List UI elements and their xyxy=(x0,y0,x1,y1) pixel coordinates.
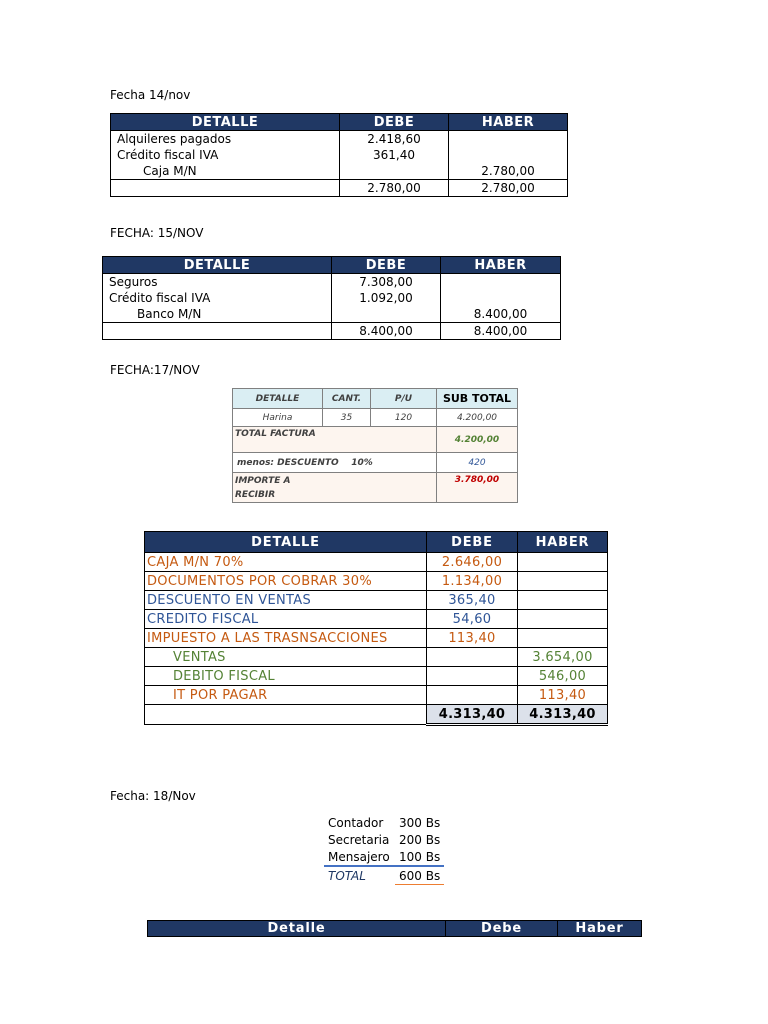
entry1-date: Fecha 14/nov xyxy=(110,88,191,102)
invoice-total-row: TOTAL FACTURA 4.200,00 xyxy=(233,427,518,453)
entry3-date: FECHA:17/NOV xyxy=(110,363,200,377)
journal-table-1 xyxy=(110,113,568,197)
table-row: Seguros 7.308,00 xyxy=(103,274,561,291)
invoice-header-subtotal: SUB TOTAL xyxy=(437,389,518,409)
table-row: Crédito fiscal IVA 1.092,00 xyxy=(103,290,561,306)
table-row xyxy=(145,553,608,572)
cell-detalle: CAJA M/N 70% xyxy=(145,553,427,572)
header-detalle: DETALLE xyxy=(145,532,427,553)
cell-detalle: IMPUESTO A LAS TRASNSACCIONES xyxy=(145,629,427,648)
entry2-date: FECHA: 15/NOV xyxy=(110,226,204,240)
cell-haber: 113,40 xyxy=(518,686,608,705)
cell-detalle: DESCUENTO EN VENTAS xyxy=(145,591,427,610)
list-item: Mensajero 100 Bs xyxy=(328,849,441,864)
table-row: Banco M/N 8.400,00 xyxy=(103,306,561,323)
cell-debe xyxy=(427,686,518,705)
table-row xyxy=(145,686,608,705)
table-row xyxy=(145,667,608,686)
total-row: 4.313,40 4.313,40 xyxy=(145,705,608,725)
header-haber: HABER xyxy=(449,114,568,131)
cell-debe: 365,40 xyxy=(427,591,518,610)
cell-debe xyxy=(427,648,518,667)
header-debe: DEBE xyxy=(332,257,441,274)
table-row xyxy=(145,648,608,667)
table-row xyxy=(145,610,608,629)
header-debe: DEBE xyxy=(340,114,449,131)
cell-haber xyxy=(518,629,608,648)
header-detalle: DETALLE xyxy=(111,114,340,131)
total-row: 2.780,00 2.780,00 xyxy=(111,180,568,197)
cell-debe: 1.134,00 xyxy=(427,572,518,591)
journal-table-2 xyxy=(102,256,561,340)
header-detalle: Detalle xyxy=(148,921,446,937)
salary-total-row: TOTAL 600 Bs xyxy=(324,866,444,885)
header-detalle: DETALLE xyxy=(103,257,332,274)
table-row xyxy=(145,591,608,610)
cell-haber: 3.654,00 xyxy=(518,648,608,667)
cell-haber xyxy=(518,572,608,591)
journal-table-3 xyxy=(144,531,608,726)
total-row: 8.400,00 8.400,00 xyxy=(103,323,561,340)
salary-list xyxy=(324,814,444,885)
list-item: Contador 300 Bs xyxy=(328,815,441,830)
cell-haber: 546,00 xyxy=(518,667,608,686)
cell-debe: 113,40 xyxy=(427,629,518,648)
invoice-item-row: Harina 35 120 4.200,00 xyxy=(233,409,518,427)
cell-detalle: CREDITO FISCAL xyxy=(145,610,427,629)
table-row xyxy=(145,572,608,591)
cell-debe: 54,60 xyxy=(427,610,518,629)
cell-detalle: IT POR PAGAR xyxy=(145,686,427,705)
entry4-date: Fecha: 18/Nov xyxy=(110,789,196,803)
cell-debe xyxy=(427,667,518,686)
cell-debe: 2.646,00 xyxy=(427,553,518,572)
cell-detalle: DEBITO FISCAL xyxy=(145,667,427,686)
header-haber: HABER xyxy=(441,257,561,274)
table-row xyxy=(145,629,608,648)
cell-haber xyxy=(518,553,608,572)
cell-detalle: VENTAS xyxy=(145,648,427,667)
invoice-discount-row: menos: DESCUENTO 10% 420 xyxy=(233,453,518,473)
header-haber: HABER xyxy=(518,532,608,553)
table-row: Caja M/N 2.780,00 xyxy=(111,163,568,180)
invoice-header-detalle: DETALLE xyxy=(233,389,323,409)
header-debe: DEBE xyxy=(427,532,518,553)
cell-detalle: DOCUMENTOS POR COBRAR 30% xyxy=(145,572,427,591)
invoice-table xyxy=(232,388,518,503)
journal-table-4-header xyxy=(147,920,642,937)
header-haber: Haber xyxy=(558,921,642,937)
invoice-importe-row: IMPORTE A RECIBIR 3.780,00 xyxy=(233,473,518,503)
table-row: Crédito fiscal IVA 361,40 xyxy=(111,147,568,163)
invoice-header-pu: P/U xyxy=(371,389,437,409)
table-row: Alquileres pagados 2.418,60 xyxy=(111,131,568,148)
cell-haber xyxy=(518,610,608,629)
invoice-header-cant: CANT. xyxy=(323,389,371,409)
header-debe: Debe xyxy=(446,921,558,937)
cell-haber xyxy=(518,591,608,610)
list-item: Secretaria 200 Bs xyxy=(328,832,441,847)
